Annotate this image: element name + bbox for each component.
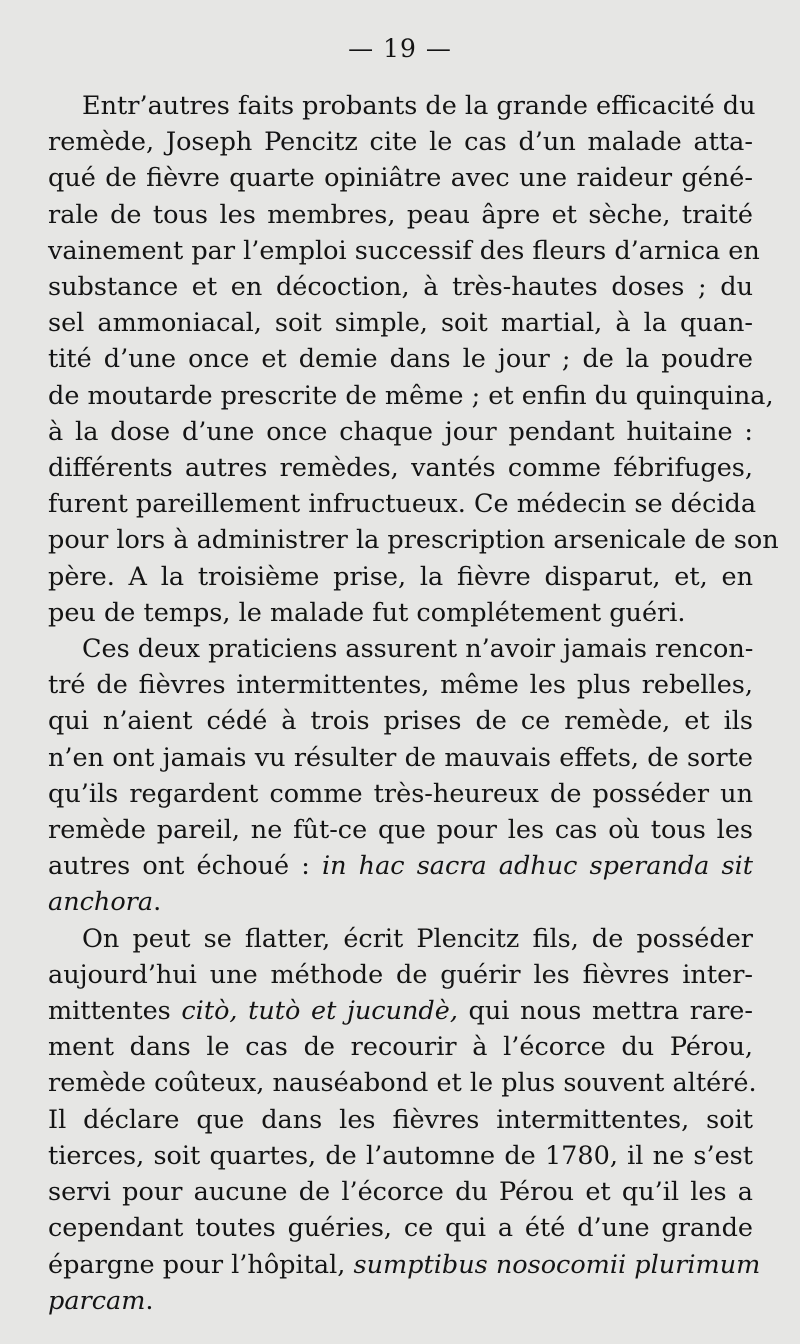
text-line: cependant toutes guéries, ce qui a été d’une grande <box>48 1213 753 1244</box>
page-number: — 19 — <box>348 34 452 63</box>
text-line: substance et en décoction, à très-hautes doses ; du <box>48 272 753 303</box>
text-line: peu de temps, le malade fut complétement guéri. <box>48 597 686 628</box>
text-line <box>48 1247 761 1283</box>
text-line: remède, Joseph Pencitz cite le cas d’un malade atta- <box>48 127 753 158</box>
text-line: Il déclare que dans les fièvres intermittentes, soit <box>48 1104 753 1135</box>
latin-quote: sumptibus nosocomii plurimum <box>353 1249 761 1280</box>
text-run: autres ont échoué : <box>48 851 322 882</box>
text-line: pour lors à administrer la prescription arsenicale de son <box>48 525 779 556</box>
paragraph-1 <box>48 88 779 631</box>
text-run: épargne pour l’hôpital, <box>48 1249 354 1280</box>
text-line: père. A la troisième prise, la fièvre disparut, et, en <box>48 561 753 592</box>
text-line: furent pareillement infructueux. Ce médecin se décida <box>48 489 757 520</box>
latin-quote: parcam <box>48 1285 146 1316</box>
text-line: qu’ils regardent comme très-heureux de posséder un <box>48 778 753 809</box>
text-line: vainement par l’emploi successif des fleurs d’arnica en <box>48 235 760 266</box>
text-line: On peut se flatter, écrit Plencitz fils, de posséder <box>82 923 753 954</box>
text-line: n’en ont jamais vu résulter de mauvais effets, de sorte <box>48 742 753 773</box>
text-line: tierces, soit quartes, de l’automne de 1780, il ne s’est <box>48 1140 753 1171</box>
text-line <box>48 1283 753 1319</box>
text-line: Ces deux praticiens assurent n’avoir jamais rencon- <box>82 634 754 665</box>
paragraph-2 <box>48 631 753 921</box>
text-line: qué de fièvre quarte opiniâtre avec une raideur géné- <box>48 163 753 194</box>
latin-phrase: citò, tutò et jucundè, <box>181 996 458 1027</box>
text-run: . <box>145 1285 154 1316</box>
body-text <box>48 88 779 1319</box>
paragraph-3 <box>48 921 761 1319</box>
text-line: à la dose d’une once chaque jour pendant huitaine : <box>48 416 753 447</box>
text-line: aujourd’hui une méthode de guérir les fièvres inter- <box>48 959 753 990</box>
text-line <box>48 993 753 1029</box>
text-line: de moutarde prescrite de même ; et enfin du quinquina, <box>48 380 774 411</box>
text-line: rale de tous les membres, peau âpre et sèche, traité <box>48 199 753 230</box>
latin-quote: in hac sacra adhuc speranda sit <box>321 851 753 882</box>
text-line: remède pareil, ne fût-ce que pour les cas où tous les <box>48 815 753 846</box>
text-line: tité d’une once et demie dans le jour ; de la poudre <box>48 344 753 375</box>
text-line <box>48 884 753 920</box>
text-run: qui nous mettra rare- <box>457 996 754 1027</box>
text-line: ment dans le cas de recourir à l’écorce du Pérou, <box>48 1032 753 1063</box>
text-line: Entr’autres faits probants de la grande efficacité du <box>82 91 756 121</box>
text-line: sel ammoniacal, soit simple, soit martial, à la quan- <box>48 308 753 339</box>
text-line: servi pour aucune de l’écorce du Pérou et qu’il les a <box>48 1177 753 1208</box>
text-line: remède coûteux, nauséabond et le plus souvent altéré. <box>48 1068 757 1099</box>
latin-quote: anchora <box>48 887 154 918</box>
text-line: différents autres remèdes, vantés comme fébrifuges, <box>48 453 753 484</box>
text-run: . <box>153 887 162 918</box>
text-line <box>48 848 753 884</box>
text-run: mittentes <box>48 996 182 1027</box>
text-line: qui n’aient cédé à trois prises de ce remède, et ils <box>48 706 753 737</box>
text-line: tré de fièvres intermittentes, même les plus rebelles, <box>48 670 753 701</box>
